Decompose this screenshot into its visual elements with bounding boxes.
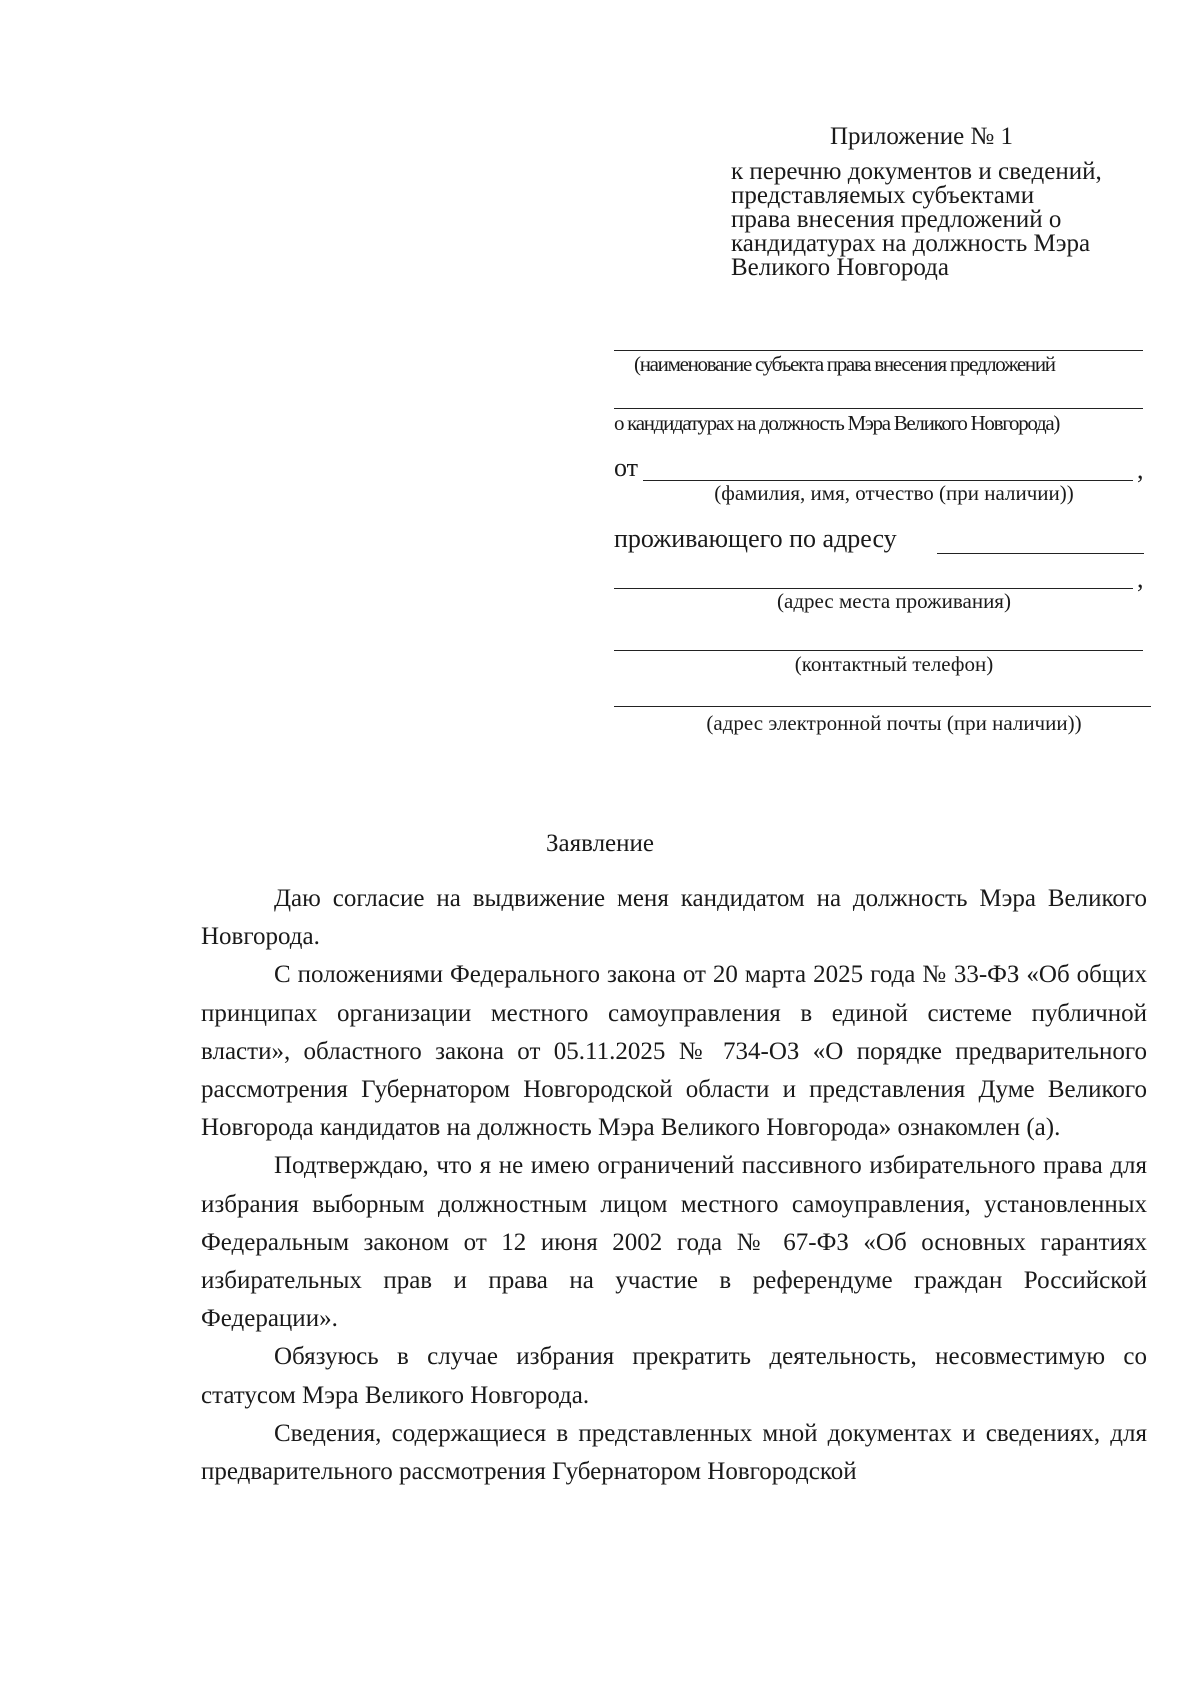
- comma: ,: [1137, 564, 1144, 593]
- appendix-subtitle: [731, 160, 1161, 280]
- appendix-subtitle-line: к перечню документов и сведений,: [731, 158, 1102, 185]
- subject-name-line-2[interactable]: [614, 408, 1143, 409]
- subject-caption-1: (наименование субъекта права внесения предложений: [634, 352, 1055, 376]
- phone-caption: (контактный телефон): [794, 652, 994, 676]
- statement-paragraph: С положениями Федерального закона от 20 марта 2025 года № 33-ФЗ «Об общих принципах организации местного самоуправления в единой системе публичной власти», областного закона от 05.11.2025 № 734-ОЗ «О порядке предварительного рассмотрения Губернатором Новгородской области и представления Думе Великого Новгорода кандидатов на должность Мэра Великого Новгорода» ознакомлен (а).: [201, 961, 1147, 1142]
- appendix-subtitle-line: права внесения предложений о: [731, 206, 1062, 233]
- statement-paragraph: Даю согласие на выдвижение меня кандидатом на должность Мэра Великого Новгорода.: [201, 885, 1147, 951]
- address-caption: (адрес места проживания): [777, 589, 1011, 613]
- statement-paragraph: Подтверждаю, что я не имею ограничений пассивного избирательного права для избрания выборным должностным лицом местного самоуправления, установленных Федеральным законом от 12 июня 2002 года № 67-ФЗ «Об основных гарантиях избирательных прав и права на участие в референдуме граждан Российской Федерации».: [201, 1152, 1147, 1333]
- statement-paragraph: Обязуюсь в случае избрания прекратить деятельность, несовместимую со статусом Мэра Великого Новгорода.: [201, 1343, 1147, 1409]
- email-caption: (адрес электронной почты (при наличии)): [706, 711, 1082, 735]
- statement-body: [201, 880, 1147, 1491]
- statement-heading: Заявление: [545, 830, 655, 857]
- appendix-subtitle-line: Великого Новгорода: [731, 254, 949, 281]
- appendix-title: Приложение № 1: [830, 123, 1014, 150]
- address-line-1[interactable]: [937, 553, 1144, 554]
- address-label: проживающего по адресу: [614, 524, 897, 553]
- subject-caption-2: о кандидатурах на должность Мэра Великого Новгорода): [614, 411, 1060, 435]
- comma: ,: [1137, 455, 1144, 484]
- statement-paragraph: Сведения, содержащиеся в представленных мной документах и сведениях, для предварительного рассмотрения Губернатором Новгородской: [201, 1419, 1147, 1486]
- appendix-subtitle-line: представляемых субъектами: [731, 182, 1035, 209]
- from-label: от: [614, 453, 639, 482]
- appendix-subtitle-line: кандидатурах на должность Мэра: [731, 230, 1091, 257]
- subject-name-line-1[interactable]: [614, 350, 1143, 351]
- email-line[interactable]: [614, 706, 1151, 707]
- full-name-caption: (фамилия, имя, отчество (при наличии)): [714, 481, 1074, 505]
- phone-line[interactable]: [614, 650, 1143, 651]
